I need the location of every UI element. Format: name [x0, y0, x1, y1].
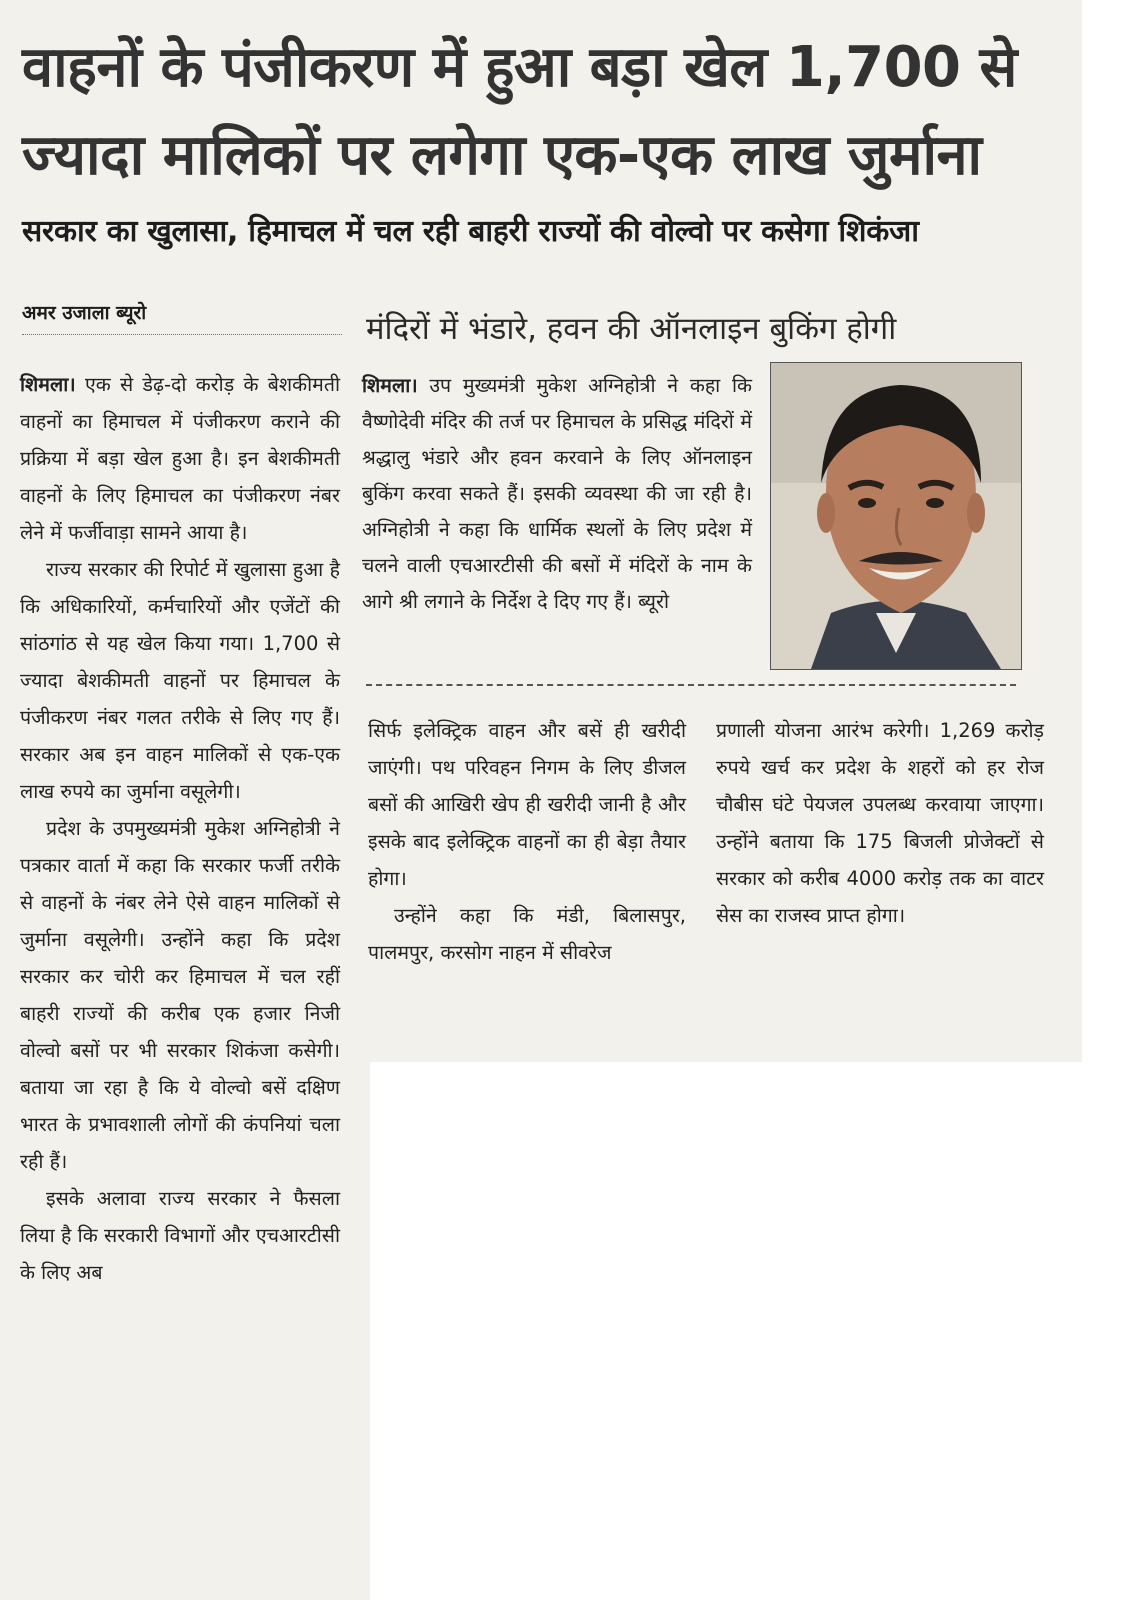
headline-line-2: ज्यादा मालिकों पर लगेगा एक-एक लाख जुर्माना [22, 123, 982, 188]
paragraph: इसके अलावा राज्य सरकार ने फैसला लिया है कि सरकारी विभागों और एचआरटीसी के लिए अब [20, 1187, 340, 1284]
headline-line-1: वाहनों के पंजीकरण में हुआ बड़ा खेल 1,700 से [22, 35, 1017, 100]
inset-story-title: मंदिरों में भंडारे, हवन की ऑनलाइन बुकिंग होगी [366, 311, 897, 347]
portrait-photo [770, 362, 1022, 670]
main-story-column-2 [368, 712, 686, 971]
dateline: शिमला। [362, 374, 418, 397]
byline: अमर उजाला ब्यूरो [22, 300, 342, 335]
paragraph-text: उप मुख्यमंत्री मुकेश अग्निहोत्री ने कहा कि वैष्णोदेवी मंदिर की तर्ज पर हिमाचल के प्रसिद्ध मंदिरों में श्रद्धालु भंडारे और हवन करवाने के लिए ऑनलाइन बुकिंग करवा सकते हैं। इसकी व्यवस्था की जा रही है। अग्निहोत्री ने कहा कि धार्मिक स्थलों के लिए प्रदेश में चलने वाली एचआरटीसी की बसों में मंदिरों के नाम के आगे श्री लगाने के निर्देश दे दिए गए हैं। ब्यूरो [362, 374, 752, 613]
main-story-column-3 [716, 712, 1044, 934]
paragraph: उन्होंने कहा कि मंडी, बिलासपुर, पालमपुर, करसोग नाहन में सीवरेज [368, 904, 686, 964]
paragraph [20, 366, 340, 551]
main-story-column-1 [20, 366, 340, 1291]
dateline: शिमला। [20, 373, 76, 396]
paragraph: राज्य सरकार की रिपोर्ट में खुलासा हुआ है कि अधिकारियों, कर्मचारियों और एजेंटों की सांठगांठ से यह खेल किया गया। 1,700 से ज्यादा बेशकीमती वाहनों पर हिमाचल के पंजीकरण नंबर गलत तरीके से लिए गए हैं। सरकार अब इन वाहन मालिकों से एक-एक लाख रुपये का जुर्माना वसूलेगी। [20, 558, 340, 803]
paragraph: प्रदेश के उपमुख्यमंत्री मुकेश अग्निहोत्री ने पत्रकार वार्ता में कहा कि सरकार फर्जी तरीके से वाहनों के नंबर लेने ऐसे वाहन मालिकों से जुर्माना वसूलेगी। उन्होंने कहा कि प्रदेश सरकार कर चोरी कर हिमाचल में चल रहीं बाहरी राज्यों की करीब एक हजार निजी वोल्वो बसों पर भी सरकार शिकंजा कसेगी। बताया जा रहा है कि ये वोल्वो बसें दक्षिण भारत के प्रभावशाली लोगों की कंपनियां चला रही हैं। [20, 817, 340, 1173]
dashed-divider [366, 684, 1016, 686]
paragraph-text: एक से डेढ़-दो करोड़ के बेशकीमती वाहनों का हिमाचल में पंजीकरण कराने की प्रक्रिया में बड़ा खेल हुआ है। इन बेशकीमती वाहनों के लिए हिमाचल का पंजीकरण नंबर लेने में फर्जीवाड़ा सामने आया है। [20, 373, 340, 544]
paragraph [362, 368, 752, 620]
portrait-image [771, 363, 1021, 669]
paragraph: सिर्फ इलेक्ट्रिक वाहन और बसें ही खरीदी जाएंगी। पथ परिवहन निगम के लिए डीजल बसों की आखिरी खेप ही खरीदी जानी है और इसके बाद इलेक्ट्रिक वाहनों का ही बेड़ा तैयार होगा। [368, 719, 686, 890]
paragraph: प्रणाली योजना आरंभ करेगी। 1,269 करोड़ रुपये खर्च कर प्रदेश के शहरों को हर रोज चौबीस घंटे पेयजल उपलब्ध करवाया जाएगा। उन्होंने बताया कि 175 बिजली प्रोजेक्टों से सरकार को करीब 4000 करोड़ तक का वाटर सेस का राजस्व प्राप्त होगा। [716, 719, 1044, 927]
subheadline: सरकार का खुलासा, हिमाचल में चल रही बाहरी राज्यों की वोल्वो पर कसेगा शिकंजा [22, 214, 919, 249]
inset-story-body [362, 368, 752, 620]
